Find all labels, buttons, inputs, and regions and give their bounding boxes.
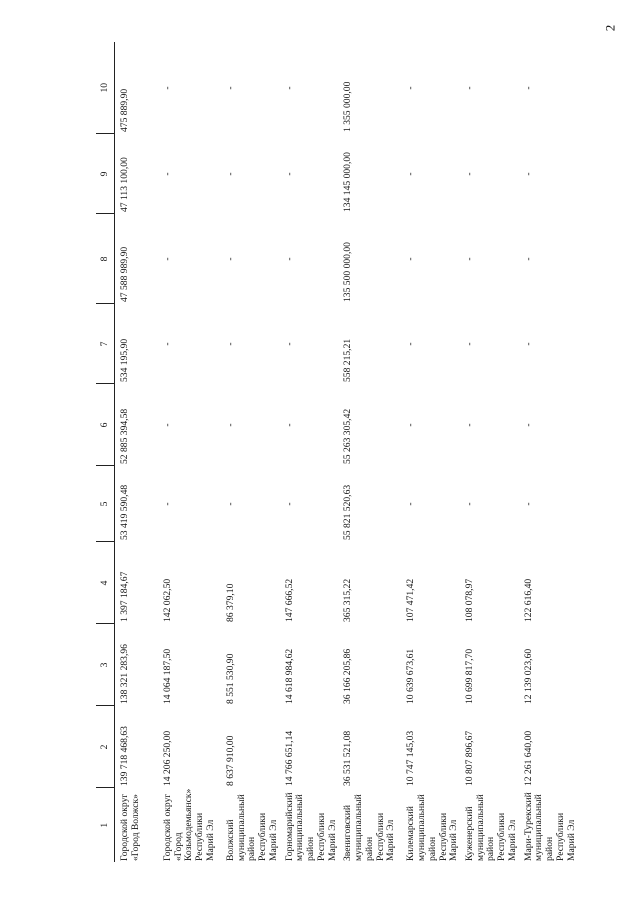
table-cell: 14 206 250,00	[162, 730, 173, 786]
table-row	[158, 42, 221, 862]
table-cell: 36 166 205,86	[342, 648, 354, 704]
column-header: 9	[96, 134, 115, 214]
table-cell: 47 113 100,00	[119, 157, 130, 212]
table-cell: -	[464, 502, 476, 506]
table-cell: -	[464, 423, 476, 427]
table-cell: 108 078,97	[464, 578, 476, 622]
table-cell: 55 821 520,63	[342, 484, 354, 540]
table-cell: -	[225, 342, 236, 346]
column-header: 8	[96, 214, 115, 304]
table-cell: 147 666,52	[283, 578, 295, 622]
table-cell: -	[225, 172, 236, 176]
table-cell: -	[283, 86, 295, 90]
table-cell: 1 397 184,67	[119, 571, 130, 622]
table-cell: -	[283, 502, 295, 506]
table-cell: -	[522, 172, 534, 176]
table-cell: 14 766 651,14	[283, 730, 295, 786]
table-cell: -	[162, 172, 173, 176]
table-cell: -	[405, 502, 417, 506]
table-cell: 135 500 000,00	[342, 242, 354, 302]
rotated-table-container	[96, 42, 577, 862]
table-cell: -	[162, 502, 173, 506]
table-cell: -	[225, 257, 236, 261]
table-cell: 365 315,22	[342, 578, 354, 622]
table-body	[115, 42, 578, 862]
table-row	[519, 42, 578, 862]
table-cell: -	[225, 502, 236, 506]
table-row	[115, 42, 159, 862]
table-cell: -	[283, 423, 295, 427]
row-name: Волжский муниципальный район Республики Марий Эл	[225, 794, 279, 861]
row-name: Куженерский муниципальный район Республики Марий Эл	[464, 794, 518, 861]
table-cell: -	[162, 257, 173, 261]
table-cell: -	[225, 423, 236, 427]
table-cell: -	[405, 257, 417, 261]
table-cell: -	[283, 172, 295, 176]
table-cell: 10 807 896,67	[464, 730, 476, 786]
table-cell: 139 718 468,63	[119, 726, 130, 786]
table-cell: 47 588 989,90	[119, 246, 130, 302]
table-cell: 134 145 000,00	[342, 152, 354, 212]
table-cell: 1 355 000,00	[342, 81, 354, 132]
table-cell: 10 639 673,61	[405, 648, 417, 704]
table-cell: 138 321 283,96	[119, 644, 130, 704]
table-row	[221, 42, 280, 862]
table-cell: -	[283, 342, 295, 346]
table-cell: -	[405, 423, 417, 427]
table-cell: -	[225, 86, 236, 90]
table-cell: -	[522, 86, 534, 90]
table-cell: -	[405, 172, 417, 176]
table-cell: 142 062,50	[162, 578, 173, 622]
table-cell: 55 263 305,42	[342, 408, 354, 464]
table-header	[96, 42, 115, 862]
column-header: 10	[96, 42, 115, 134]
table-row	[338, 42, 401, 862]
table-cell: -	[162, 342, 173, 346]
row-name: Городской округ «Город Волжск»	[119, 793, 141, 861]
table-cell: -	[283, 257, 295, 261]
table-cell: 86 379,10	[225, 583, 236, 622]
table-cell: 8 551 530,90	[225, 653, 236, 704]
table-cell: 53 419 590,48	[119, 484, 130, 540]
page-number: 2	[601, 24, 617, 32]
row-name: Городской округ «Город Козьмодемьянск» Республики Марий Эл	[162, 788, 216, 861]
column-header: 4	[96, 542, 115, 624]
row-name: Горномарийский муниципальный район Республики Марий Эл	[283, 792, 338, 861]
header-row	[96, 42, 115, 862]
table-cell: 475 889,90	[119, 88, 130, 132]
column-header: 3	[96, 624, 115, 706]
table-cell: -	[464, 172, 476, 176]
table-cell: 10 699 817,70	[464, 648, 476, 704]
table-cell: -	[464, 257, 476, 261]
table-cell: -	[522, 257, 534, 261]
table-cell: -	[405, 86, 417, 90]
column-header: 6	[96, 384, 115, 466]
table-cell: -	[522, 423, 534, 427]
table-cell: 52 885 394,58	[119, 408, 130, 464]
table-cell: -	[162, 86, 173, 90]
table-cell: 14 618 984,62	[283, 648, 295, 704]
table-cell: 558 215,21	[342, 338, 354, 382]
column-header: 2	[96, 706, 115, 788]
table-cell: 14 064 187,50	[162, 648, 173, 704]
table-cell: 107 471,42	[405, 578, 417, 622]
table-cell: 534 195,90	[119, 338, 130, 382]
table-cell: 10 747 145,03	[405, 730, 417, 786]
table-cell: 12 139 023,60	[522, 648, 534, 704]
table-cell: -	[162, 423, 173, 427]
column-header: 5	[96, 466, 115, 542]
row-name: Звениговский муниципальный район Республики Марий Эл	[342, 794, 397, 861]
row-name: Килемарский муниципальный район Республики Марий Эл	[405, 794, 460, 861]
table-cell: -	[405, 342, 417, 346]
budget-table	[96, 42, 577, 862]
table-cell: -	[522, 502, 534, 506]
table-cell: -	[464, 86, 476, 90]
row-name: Мари-Турекский муниципальный район Республики Марий Эл	[522, 792, 577, 861]
table-cell: 122 616,40	[522, 578, 534, 622]
table-cell: -	[522, 342, 534, 346]
table-cell: 12 261 640,00	[522, 730, 534, 786]
table-cell: 8 637 910,00	[225, 735, 236, 786]
table-row	[280, 42, 339, 862]
table-row	[460, 42, 519, 862]
column-header: 1	[96, 788, 115, 862]
table-row	[401, 42, 460, 862]
table-cell: -	[464, 342, 476, 346]
column-header: 7	[96, 304, 115, 384]
table-cell: 36 531 521,08	[342, 730, 354, 786]
